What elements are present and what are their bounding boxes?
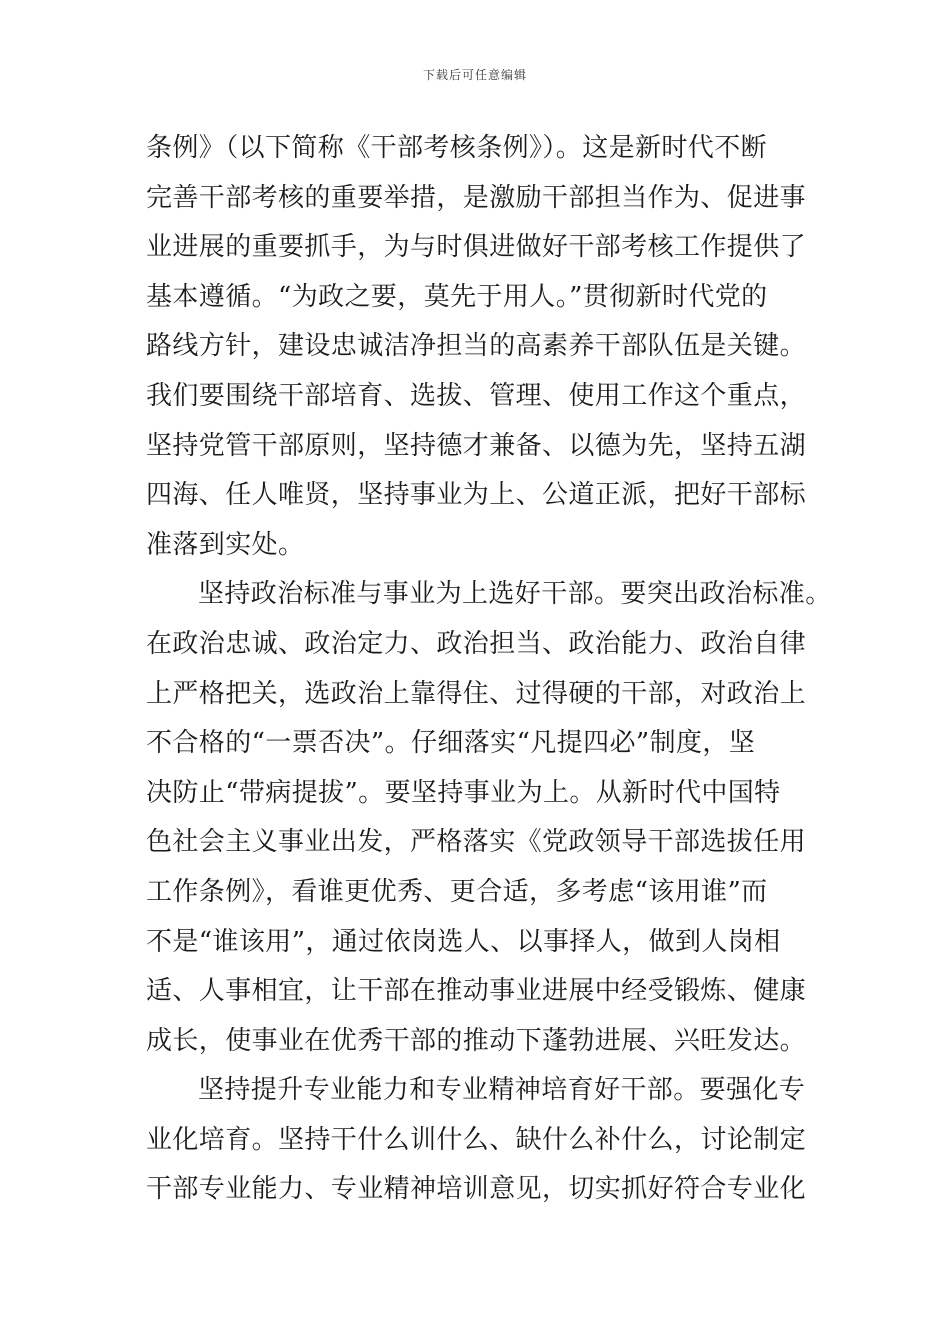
text-line: 色社会主义事业出发，严格落实《党政领导干部选拔任用 <box>146 827 807 858</box>
text-line: 不合格的“一票否决”。仔细落实“凡提四必”制度，坚 <box>146 728 756 759</box>
text-line: 条例》（以下简称《干部考核条例》）。这是新时代不断 <box>146 133 768 163</box>
text-line: 完善干部考核的重要举措，是激励干部担当作为、促进事 <box>146 182 807 213</box>
text-line: 不是“谁该用”，通过依岗选人、以事择人，做到人岗相 <box>146 926 781 957</box>
document-body <box>146 124 832 1215</box>
text-line: 四海、任人唯贤，坚持事业为上、公道正派，把好干部标 <box>146 480 807 511</box>
text-line: 干部专业能力、专业精神培训意见，切实抓好符合专业化 <box>146 1174 807 1205</box>
text-line: 坚持党管干部原则，坚持德才兼备、以德为先，坚持五湖 <box>146 430 807 461</box>
text-line: 适、人事相宜，让干部在推动事业进展中经受锻炼、健康 <box>146 976 807 1007</box>
text-line: 我们要围绕干部培育、选拔、管理、使用工作这个重点， <box>146 380 807 411</box>
text-line: 准落到实处。 <box>146 529 305 560</box>
text-line: 决防止“带病提拔”。要坚持事业为上。从新时代中国特 <box>146 777 781 808</box>
text-line: 业化培育。坚持干什么训什么、缺什么补什么，讨论制定 <box>146 1124 807 1155</box>
text-line: 在政治忠诚、政治定力、政治担当、政治能力、政治自律 <box>146 628 807 659</box>
page-header: 下载后可任意编辑 <box>422 68 527 82</box>
paragraph-first-line: 坚持提升专业能力和专业精神培育好干部。要强化专 <box>198 1075 806 1106</box>
text-line: 工作条例》，看谁更优秀、更合适，多考虑“该用谁”而 <box>146 876 768 907</box>
text-line: 基本遵循。“为政之要，莫先于用人。”贯彻新时代党的 <box>146 281 768 312</box>
text-line: 路线方针，建设忠诚洁净担当的高素养干部队伍是关键。 <box>146 331 807 362</box>
text-line: 成长，使事业在优秀干部的推动下蓬勃进展、兴旺发达。 <box>146 1025 807 1056</box>
text-line: 业进展的重要抓手，为与时俱进做好干部考核工作提供了 <box>146 232 807 263</box>
paragraph-first-line: 坚持政治标准与事业为上选好干部。要突出政治标准。 <box>198 579 832 610</box>
text-line: 上严格把关，选政治上靠得住、过得硬的干部，对政治上 <box>146 678 807 709</box>
